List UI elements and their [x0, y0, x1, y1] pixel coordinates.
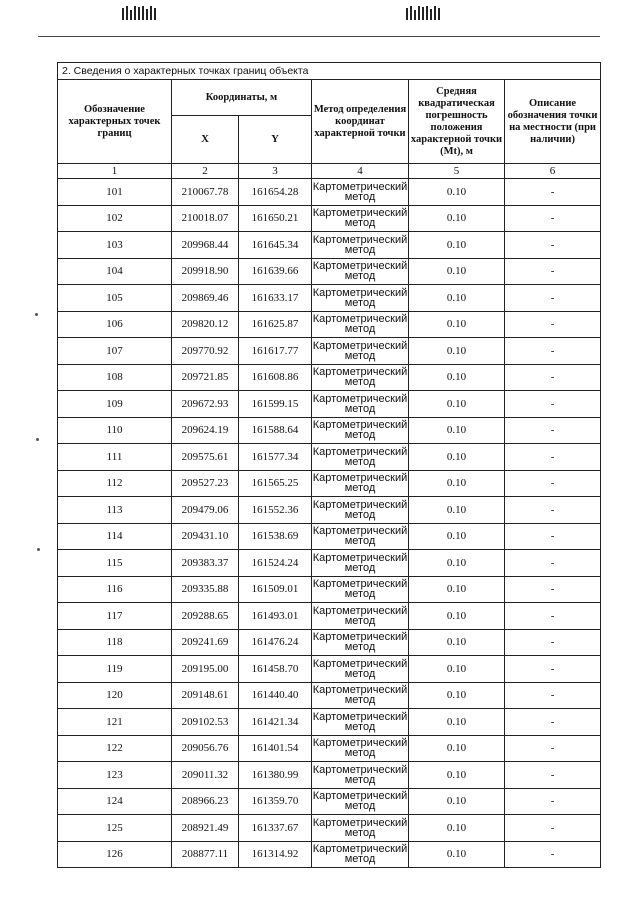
method-line-2: метод	[344, 588, 376, 601]
method-line-2: метод	[344, 667, 376, 680]
table-row	[58, 576, 601, 603]
description: -	[505, 762, 601, 789]
method	[312, 762, 409, 789]
method-line-1: Картометрический	[312, 472, 408, 485]
description: -	[505, 205, 601, 232]
method-line-1: Картометрический	[312, 498, 408, 511]
mt-value: 0.10	[409, 656, 505, 683]
coord-x: 209575.61	[172, 444, 239, 471]
point-id: 122	[58, 735, 172, 762]
mt-value: 0.10	[409, 364, 505, 391]
point-id: 113	[58, 497, 172, 524]
point-id: 110	[58, 417, 172, 444]
method-line-2: метод	[344, 747, 376, 760]
method	[312, 656, 409, 683]
table-row	[58, 709, 601, 736]
method-line-1: Картометрический	[312, 339, 408, 352]
coord-y: 161650.21	[239, 205, 312, 232]
table-row	[58, 603, 601, 630]
mt-value: 0.10	[409, 576, 505, 603]
coord-x: 209869.46	[172, 285, 239, 312]
coord-x: 209820.12	[172, 311, 239, 338]
method	[312, 629, 409, 656]
method-line-2: метод	[344, 641, 376, 654]
method	[312, 815, 409, 842]
mt-value: 0.10	[409, 815, 505, 842]
description: -	[505, 815, 601, 842]
barcode-mark-left	[122, 6, 156, 20]
method	[312, 232, 409, 259]
coord-y: 161588.64	[239, 417, 312, 444]
column-number: 3	[239, 164, 312, 179]
point-id: 104	[58, 258, 172, 285]
column-number: 1	[58, 164, 172, 179]
coord-y: 161524.24	[239, 550, 312, 577]
point-id: 126	[58, 841, 172, 868]
coord-y: 161509.01	[239, 576, 312, 603]
table-row	[58, 735, 601, 762]
method-line-2: метод	[344, 773, 376, 786]
column-number: 5	[409, 164, 505, 179]
header-y: Y	[239, 116, 312, 164]
method-line-2: метод	[344, 190, 376, 203]
method-line-2: метод	[344, 694, 376, 707]
method-line-2: метод	[344, 853, 376, 866]
method-line-2: метод	[344, 402, 376, 415]
coord-x: 210018.07	[172, 205, 239, 232]
description: -	[505, 444, 601, 471]
coord-x: 209721.85	[172, 364, 239, 391]
coord-x: 209056.76	[172, 735, 239, 762]
method	[312, 258, 409, 285]
mt-value: 0.10	[409, 629, 505, 656]
point-id: 102	[58, 205, 172, 232]
table-row	[58, 762, 601, 789]
method-line-1: Картометрический	[312, 657, 408, 670]
method-line-2: метод	[344, 270, 376, 283]
method	[312, 497, 409, 524]
method	[312, 709, 409, 736]
description: -	[505, 497, 601, 524]
mt-value: 0.10	[409, 311, 505, 338]
method	[312, 841, 409, 868]
header-coordinates: Координаты, м	[172, 80, 312, 116]
method-line-1: Картометрический	[312, 366, 408, 379]
mt-value: 0.10	[409, 735, 505, 762]
table-row	[58, 338, 601, 365]
method-line-1: Картометрический	[312, 816, 408, 829]
method-line-2: метод	[344, 455, 376, 468]
coord-x: 208877.11	[172, 841, 239, 868]
table-row	[58, 285, 601, 312]
mt-value: 0.10	[409, 762, 505, 789]
table-row	[58, 417, 601, 444]
description: -	[505, 603, 601, 630]
scan-speck	[35, 313, 38, 316]
method-line-2: метод	[344, 482, 376, 495]
coord-x: 209527.23	[172, 470, 239, 497]
header-designation: Обозначение характерных точек границ	[58, 80, 172, 164]
mt-value: 0.10	[409, 285, 505, 312]
point-id: 120	[58, 682, 172, 709]
mt-value: 0.10	[409, 338, 505, 365]
method	[312, 788, 409, 815]
method-line-1: Картометрический	[312, 631, 408, 644]
coord-x: 209288.65	[172, 603, 239, 630]
method-line-1: Картометрический	[312, 392, 408, 405]
method	[312, 523, 409, 550]
description: -	[505, 709, 601, 736]
method-line-1: Картометрический	[312, 286, 408, 299]
method-line-2: метод	[344, 296, 376, 309]
method-line-1: Картометрический	[312, 604, 408, 617]
method	[312, 603, 409, 630]
mt-value: 0.10	[409, 682, 505, 709]
method-line-1: Картометрический	[312, 260, 408, 273]
method-line-1: Картометрический	[312, 710, 408, 723]
coord-y: 161552.36	[239, 497, 312, 524]
point-id: 109	[58, 391, 172, 418]
method-line-1: Картометрический	[312, 313, 408, 326]
point-id: 108	[58, 364, 172, 391]
mt-value: 0.10	[409, 179, 505, 206]
point-id: 106	[58, 311, 172, 338]
point-id: 103	[58, 232, 172, 259]
mt-value: 0.10	[409, 470, 505, 497]
mt-value: 0.10	[409, 258, 505, 285]
method-line-1: Картометрический	[312, 180, 408, 193]
coord-y: 161476.24	[239, 629, 312, 656]
table-row	[58, 232, 601, 259]
point-id: 119	[58, 656, 172, 683]
coord-x: 209102.53	[172, 709, 239, 736]
method-line-1: Картометрический	[312, 843, 408, 856]
method-line-1: Картометрический	[312, 551, 408, 564]
method-line-2: метод	[344, 376, 376, 389]
description: -	[505, 338, 601, 365]
method	[312, 417, 409, 444]
mt-value: 0.10	[409, 205, 505, 232]
point-id: 123	[58, 762, 172, 789]
table-row	[58, 258, 601, 285]
coord-y: 161380.99	[239, 762, 312, 789]
method	[312, 550, 409, 577]
table-row	[58, 815, 601, 842]
method-line-2: метод	[344, 323, 376, 336]
column-number-row	[58, 164, 601, 179]
method-line-1: Картометрический	[312, 763, 408, 776]
method-line-1: Картометрический	[312, 207, 408, 220]
point-id: 107	[58, 338, 172, 365]
coord-x: 209335.88	[172, 576, 239, 603]
point-id: 125	[58, 815, 172, 842]
point-id: 115	[58, 550, 172, 577]
coord-y: 161493.01	[239, 603, 312, 630]
coord-y: 161359.70	[239, 788, 312, 815]
table-row	[58, 841, 601, 868]
description: -	[505, 285, 601, 312]
method-line-1: Картометрический	[312, 419, 408, 432]
barcode-mark-right	[406, 6, 440, 20]
method	[312, 205, 409, 232]
table-row	[58, 629, 601, 656]
description: -	[505, 417, 601, 444]
method-line-2: метод	[344, 561, 376, 574]
table-row	[58, 364, 601, 391]
mt-value: 0.10	[409, 391, 505, 418]
table-row	[58, 179, 601, 206]
coord-y: 161645.34	[239, 232, 312, 259]
method-line-2: метод	[344, 535, 376, 548]
coord-x: 210067.78	[172, 179, 239, 206]
mt-value: 0.10	[409, 603, 505, 630]
point-id: 101	[58, 179, 172, 206]
table-row	[58, 205, 601, 232]
coord-x: 209968.44	[172, 232, 239, 259]
table-row	[58, 656, 601, 683]
method	[312, 285, 409, 312]
coord-x: 208966.23	[172, 788, 239, 815]
method	[312, 338, 409, 365]
method-line-2: метод	[344, 508, 376, 521]
description: -	[505, 470, 601, 497]
description: -	[505, 656, 601, 683]
coord-y: 161314.92	[239, 841, 312, 868]
point-id: 117	[58, 603, 172, 630]
description: -	[505, 232, 601, 259]
table-row	[58, 550, 601, 577]
table-row	[58, 470, 601, 497]
method	[312, 735, 409, 762]
coord-y: 161538.69	[239, 523, 312, 550]
description: -	[505, 523, 601, 550]
method	[312, 364, 409, 391]
method-line-2: метод	[344, 349, 376, 362]
boundary-points-table	[57, 62, 601, 868]
column-number: 2	[172, 164, 239, 179]
coord-y: 161440.40	[239, 682, 312, 709]
coord-x: 209624.19	[172, 417, 239, 444]
method-line-2: метод	[344, 429, 376, 442]
method	[312, 179, 409, 206]
table-row	[58, 523, 601, 550]
mt-value: 0.10	[409, 232, 505, 259]
method-line-1: Картометрический	[312, 578, 408, 591]
mt-value: 0.10	[409, 709, 505, 736]
description: -	[505, 682, 601, 709]
description: -	[505, 364, 601, 391]
method-line-1: Картометрический	[312, 737, 408, 750]
description: -	[505, 258, 601, 285]
point-id: 114	[58, 523, 172, 550]
method-line-1: Картометрический	[312, 525, 408, 538]
method	[312, 391, 409, 418]
method	[312, 682, 409, 709]
method-line-2: метод	[344, 826, 376, 839]
method-line-2: метод	[344, 800, 376, 813]
method-line-1: Картометрический	[312, 233, 408, 246]
coord-y: 161608.86	[239, 364, 312, 391]
mt-value: 0.10	[409, 788, 505, 815]
point-id: 112	[58, 470, 172, 497]
mt-value: 0.10	[409, 841, 505, 868]
method-line-2: метод	[344, 614, 376, 627]
coord-x: 209770.92	[172, 338, 239, 365]
mt-value: 0.10	[409, 550, 505, 577]
method	[312, 444, 409, 471]
coord-x: 208921.49	[172, 815, 239, 842]
mt-value: 0.10	[409, 444, 505, 471]
coord-x: 209479.06	[172, 497, 239, 524]
coord-y: 161337.67	[239, 815, 312, 842]
description: -	[505, 179, 601, 206]
method-line-2: метод	[344, 720, 376, 733]
table-row	[58, 788, 601, 815]
mt-value: 0.10	[409, 497, 505, 524]
coord-y: 161401.54	[239, 735, 312, 762]
scan-speck	[36, 438, 39, 441]
coord-x: 209431.10	[172, 523, 239, 550]
point-id: 121	[58, 709, 172, 736]
coord-y: 161599.15	[239, 391, 312, 418]
point-id: 116	[58, 576, 172, 603]
method-line-2: метод	[344, 217, 376, 230]
header-error: Средняя квадратическая погрешность положения характерной точки (Mt), м	[409, 80, 505, 164]
point-id: 124	[58, 788, 172, 815]
header-description: Описание обозначения точки на местности (при наличии)	[505, 80, 601, 164]
coord-y: 161625.87	[239, 311, 312, 338]
coord-y: 161577.34	[239, 444, 312, 471]
method	[312, 470, 409, 497]
table-row	[58, 311, 601, 338]
coord-x: 209383.37	[172, 550, 239, 577]
description: -	[505, 311, 601, 338]
coord-x: 209011.32	[172, 762, 239, 789]
coord-x: 209241.69	[172, 629, 239, 656]
coord-y: 161617.77	[239, 338, 312, 365]
description: -	[505, 841, 601, 868]
mt-value: 0.10	[409, 523, 505, 550]
header-rule	[38, 36, 600, 37]
mt-value: 0.10	[409, 417, 505, 444]
scan-speck	[37, 548, 40, 551]
method-line-1: Картометрический	[312, 445, 408, 458]
point-id: 111	[58, 444, 172, 471]
description: -	[505, 550, 601, 577]
method	[312, 576, 409, 603]
table-row	[58, 444, 601, 471]
header-x: X	[172, 116, 239, 164]
description: -	[505, 391, 601, 418]
coord-x: 209672.93	[172, 391, 239, 418]
coord-x: 209195.00	[172, 656, 239, 683]
coord-y: 161654.28	[239, 179, 312, 206]
method-line-1: Картометрический	[312, 790, 408, 803]
description: -	[505, 576, 601, 603]
table-row	[58, 682, 601, 709]
description: -	[505, 788, 601, 815]
coord-x: 209918.90	[172, 258, 239, 285]
coord-y: 161639.66	[239, 258, 312, 285]
coord-y: 161421.34	[239, 709, 312, 736]
column-number: 6	[505, 164, 601, 179]
section-title: 2. Сведения о характерных точках границ объекта	[58, 63, 601, 80]
point-id: 118	[58, 629, 172, 656]
header-method: Метод определения координат характерной точки	[312, 80, 409, 164]
description: -	[505, 629, 601, 656]
coord-x: 209148.61	[172, 682, 239, 709]
table-row	[58, 391, 601, 418]
description: -	[505, 735, 601, 762]
method-line-2: метод	[344, 243, 376, 256]
coord-y: 161458.70	[239, 656, 312, 683]
method	[312, 311, 409, 338]
coord-y: 161633.17	[239, 285, 312, 312]
method-line-1: Картометрический	[312, 684, 408, 697]
point-id: 105	[58, 285, 172, 312]
column-number: 4	[312, 164, 409, 179]
coord-y: 161565.25	[239, 470, 312, 497]
table-row	[58, 497, 601, 524]
